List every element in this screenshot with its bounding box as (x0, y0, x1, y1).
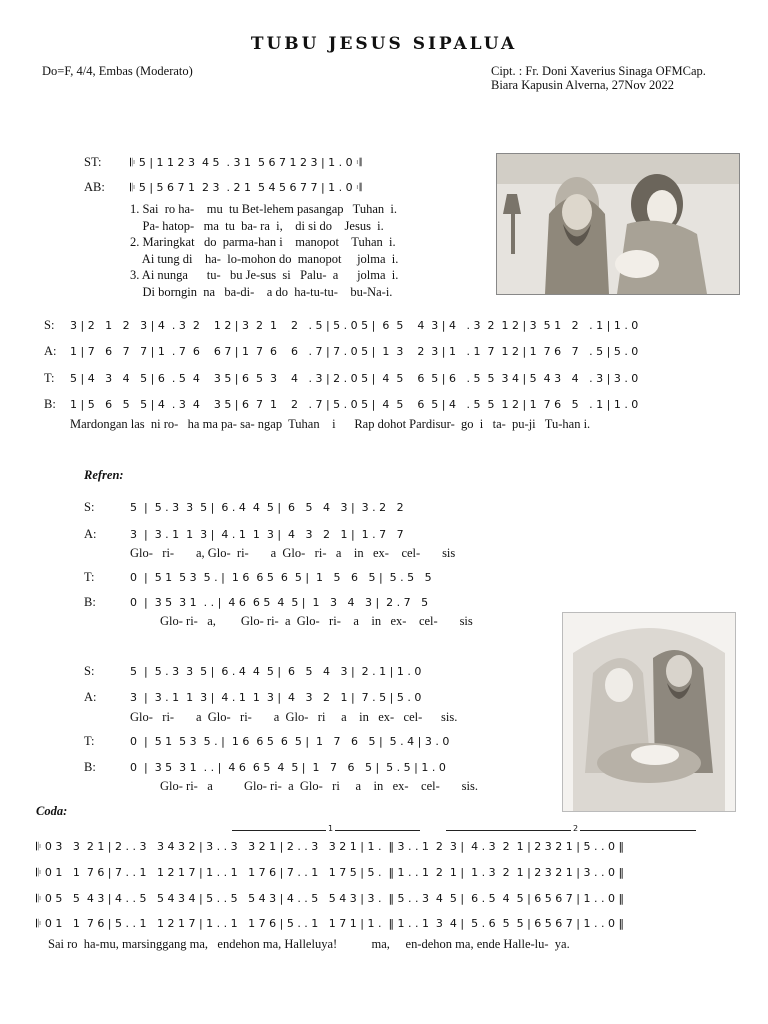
verse-lyric-line: 3. Ai nunga tu- bu Je-sus si Palu- a jolma i. (130, 268, 399, 282)
verse-label-st: ST: (84, 155, 102, 169)
place-date-line: Biara Kapusin Alverna, 27Nov 2022 (491, 78, 674, 92)
coda-notes-s: 𝄆 0 3 3 2 1 | 2 . . 3 3 4 3 2 | 3 . . 3 3 2 1 | 2 . . 3 3 2 1 | 1 . ‖ 3 . . 1 2 3 | 4 . 3 2 1 | 2 3 2 1 | 5 . . 0 ‖ (36, 840, 624, 853)
refrain1-notes-t: 0 | 5 1 5 3 5 . | 1 6 6 5 6 5 | 1 5 6 5 | 5 . 5 5 (130, 571, 432, 584)
refrain-label-b: B: (84, 595, 96, 609)
verse-lyric-line: 1. Sai ro ha- mu tu Bet-lehem pasangap Tuhan i. (130, 202, 397, 216)
refrain-label-a: A: (84, 527, 97, 541)
song-title: TUBU JESUS SIPALUA (250, 34, 518, 54)
coda-notes-a: 𝄆 0 1 1 7 6 | 7 . . 1 1 2 1 7 | 1 . . 1 1 7 6 | 7 . . 1 1 7 5 | 5 . ‖ 1 . . 1 2 1 | 1 . 3 2 1 | 2 3 2 1 | 3 . . 0 ‖ (36, 866, 624, 879)
key-tempo-info: Do=F, 4/4, Embas (Moderato) (42, 64, 193, 78)
coda-notes-t: 𝄆 0 5 5 4 3 | 4 . . 5 5 4 3 4 | 5 . . 5 5 4 3 | 4 . . 5 5 4 3 | 3 . ‖ 5 . . 3 4 5 | 6 . 5 4 5 | 6 5 6 7 | 1 . . 0 ‖ (36, 892, 624, 905)
satb-label-b: B: (44, 397, 56, 411)
holy-family-sketch-icon (496, 153, 740, 295)
refrain-label-t: T: (84, 570, 95, 584)
satb-notes-a: 1 | 7 6 7 7 | 1 . 7 6 6 7 | 1 7 6 6 . 7 | 7 . 0 5 | 1 3 2 3 | 1 . 1 7 1 2 | 1 7 6 7 . 5 | 5 . 0 (70, 345, 639, 358)
refrain2-notes-s: 5 | 5 . 3 3 5 | 6 . 4 4 5 | 6 5 4 3 | 2 . 1 | 1 . 0 (130, 665, 422, 678)
verse-lyric-line: Ai tung di ha- lo-mohon do manopot jolma i. (130, 252, 399, 266)
verse-lyric-line: 2. Maringkat do parma-han i manopot Tuhan i. (130, 235, 396, 249)
composer-info (491, 64, 706, 92)
refrain-label-a: A: (84, 690, 97, 704)
refrain2-notes-t: 0 | 5 1 5 3 5 . | 1 6 6 5 6 5 | 1 7 6 5 | 5 . 4 | 3 . 0 (130, 735, 450, 748)
verse-label-ab: AB: (84, 180, 105, 194)
composer-line: Cipt. : Fr. Doni Xaverius Sinaga OFMCap. (491, 64, 706, 78)
satb-lyric: Mardongan las ni ro- ha ma pa- sa- ngap Tuhan i Rap dohot Pardisur- go i ta- pu-ji Tu-han i. (70, 417, 591, 431)
refrain2-lyric-upper: Glo- ri- a Glo- ri- a Glo- ri a in ex- cel- sis. (130, 710, 458, 724)
refrain2-lyric-lower: Glo- ri- a Glo- ri- a Glo- ri a in ex- cel- sis. (160, 779, 478, 793)
refrain-label-s: S: (84, 500, 95, 514)
coda-notes-b: 𝄆 0 1 1 7 6 | 5 . . 1 1 2 1 7 | 1 . . 1 1 7 6 | 5 . . 1 1 7 1 | 1 . ‖ 1 . . 1 3 4 | 5 . 6 5 5 | 6 5 6 7 | 1 . . 0 ‖ (36, 917, 624, 930)
refrain2-notes-a: 3 | 3 . 1 1 3 | 4 . 1 1 3 | 4 3 2 1 | 7 . 5 | 5 . 0 (130, 691, 422, 704)
coda-lyric: Sai ro ha-mu, marsinggang ma, endehon ma, Halleluya! ma, en-dehon ma, ende Halle-lu- ya. (48, 937, 570, 951)
refrain-label-t: T: (84, 734, 95, 748)
refrain1-lyric-lower: Glo- ri- a, Glo- ri- a Glo- ri- a in ex- cel- sis (160, 614, 473, 628)
satb-notes-b: 1 | 5 6 5 5 | 4 . 3 4 3 5 | 6 7 1 2 . 7 | 5 . 0 5 | 4 5 6 5 | 4 . 5 5 1 2 | 1 7 6 5 . 1 | 1 . 0 (70, 398, 639, 411)
satb-notes-t: 5 | 4 3 4 5 | 6 . 5 4 3 5 | 6 5 3 4 . 3 | 2 . 0 5 | 4 5 6 5 | 6 . 5 5 3 4 | 5 4 3 4 . 3 | 3 . 0 (70, 372, 639, 385)
volta-2-number: 2 (573, 824, 579, 833)
refrain-label-b: B: (84, 760, 96, 774)
refrain1-notes-a: 3 | 3 . 1 1 3 | 4 . 1 1 3 | 4 3 2 1 | 1 . 7 7 (130, 528, 404, 541)
satb-label-a: A: (44, 344, 57, 358)
refrain-heading: Refren: (84, 468, 124, 482)
satb-label-s: S: (44, 318, 55, 332)
refrain1-notes-s: 5 | 5 . 3 3 5 | 6 . 4 4 5 | 6 5 4 3 | 3 . 2 2 (130, 501, 404, 514)
verse-notes-ab: 𝄆 5 | 5 6 7 1 2 3 . 2 1 5 4 5 6 7 7 | 1 . 0 𝄇 (130, 181, 362, 194)
volta-1 (232, 824, 420, 837)
verse-lyric-line: Pa- hatop- ma tu ba- ra i, di si do Jesus i. (130, 219, 384, 233)
satb-notes-s: 3 | 2 1 2 3 | 4 . 3 2 1 2 | 3 2 1 2 . 5 | 5 . 0 5 | 6 5 4 3 | 4 . 3 2 1 2 | 3 5 1 2 . 1 | 1 . 0 (70, 319, 639, 332)
refrain-label-s: S: (84, 664, 95, 678)
satb-label-t: T: (44, 371, 55, 385)
verse-notes-st: 𝄆 5 | 1 1 2 3 4 5 . 3 1 5 6 7 1 2 3 | 1 . 0 𝄇 (130, 156, 362, 169)
verse-lyric-line: Di borngin na ba-di- a do ha-tu-tu- bu-Na-i. (130, 285, 393, 299)
refrain1-notes-b: 0 | 3 5 3 1 . . | 4 6 6 5 4 5 | 1 3 4 3 | 2 . 7 5 (130, 596, 429, 609)
volta-1-number: 1 (328, 824, 334, 833)
nativity-sketch-icon (562, 612, 736, 812)
coda-heading: Coda: (36, 804, 68, 818)
volta-2 (446, 824, 696, 837)
refrain1-lyric-upper: Glo- ri- a, Glo- ri- a Glo- ri- a in ex- cel- sis (130, 546, 456, 560)
refrain2-notes-b: 0 | 3 5 3 1 . . | 4 6 6 5 4 5 | 1 7 6 5 | 5 . 5 | 1 . 0 (130, 761, 446, 774)
